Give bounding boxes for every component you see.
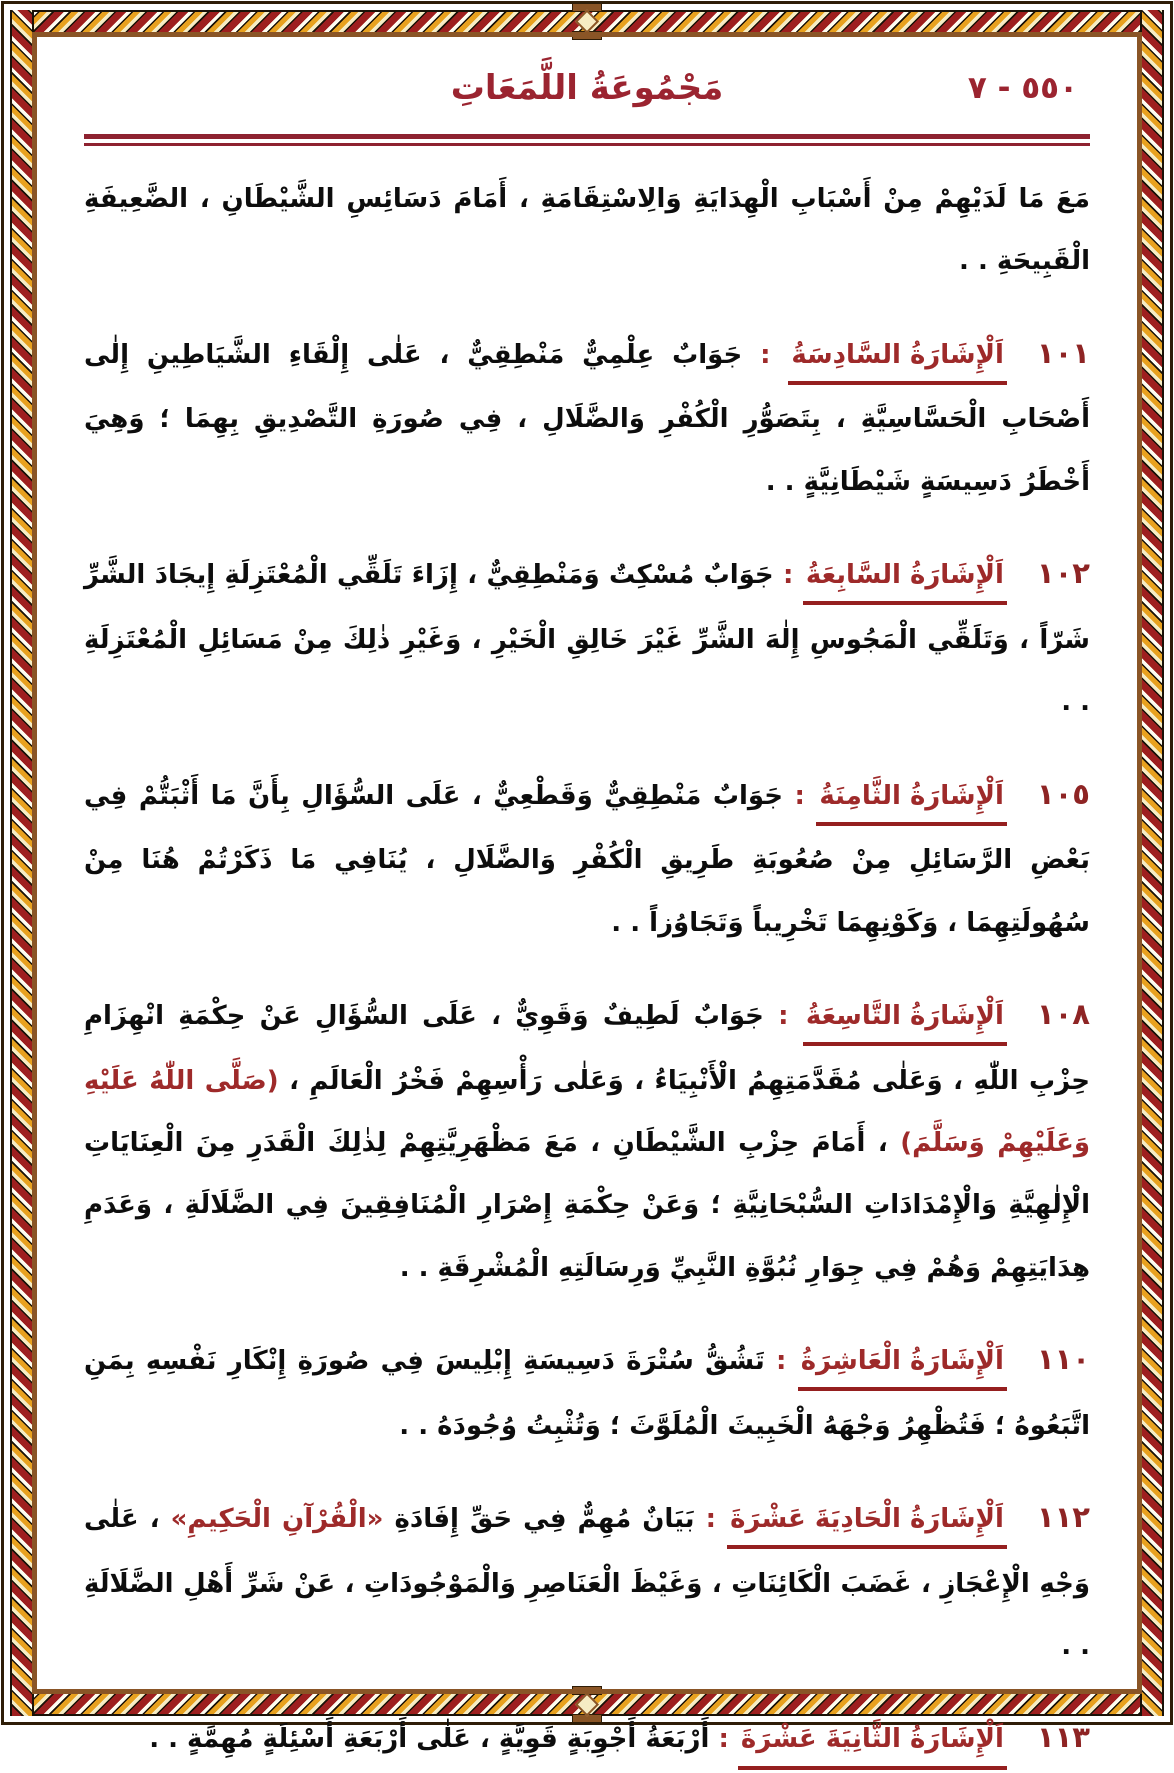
section-colon: : (694, 1504, 728, 1535)
section-body-continued: ، عَلٰى وَجْهِ الْإِعْجَازِ ، غَضَبَ الْكَائِنَاتِ ، وَغَيْظَ الْعَنَاصِرِ وَالْمَوْجُودَاتِ ، عَنْ شَرِّ أَهْلِ الضَّلَالَةِ . . (84, 1504, 1090, 1662)
ornamental-border-left (10, 10, 34, 1716)
section-paragraph-110 (84, 1325, 1090, 1457)
section-body: جَوَابٌ مَنْطِقِيٌّ وَقَطْعِيٌّ ، عَلَى السُّؤَالِ بِأَنَّ مَا أَثْبَتُّمْ فِي بَعْضِ الرَّسَائِلِ مِنْ صُعُوبَةِ طَرِيقِ الْكُفْرِ وَالضَّلَالِ ، يُنَافِي مَا ذَكَرْتُمْ هُنَا مِنْ سُهُولَتِهِمَا ، وَكَوْنِهِمَا تَخْرِيباً وَتَجَاوُزاً . . (84, 780, 1090, 938)
section-title: اَلْإِشَارَةُ الثَّامِنَةُ (816, 776, 1007, 826)
section-body-continued: ، أَمَامَ حِزْبِ الشَّيْطَانِ ، مَعَ مَظْهَرِيَّتِهِمْ لِذٰلِكَ الْقَدَرِ مِنَ الْعِنَايَاتِ الْإِلٰهِيَّةِ وَالْإِمْدَادَاتِ السُّبْحَانِيَّةِ ؛ وَعَنْ حِكْمَةِ إِصْرَارِ الْمُنَافِقِينَ فِي الضَّلَالَةِ ، وَعَدَمِ هِدَايَتِهِمْ وَهُمْ فِي جِوَارِ نُبُوَّةِ النَّبِيِّ وَرِسَالَتِهِ الْمُشْرِقَةِ . . (84, 1127, 1090, 1283)
section-number: ١١٢ (1036, 1500, 1090, 1535)
header-double-rule (84, 134, 1090, 146)
section-paragraph-108 (84, 980, 1090, 1299)
body-text (84, 168, 1090, 1773)
ornamental-border-right (1140, 10, 1164, 1716)
section-body: جَوَابٌ مُسْكِتٌ وَمَنْطِقِيٌّ ، إِزَاءَ تَلَقِّي الْمُعْتَزِلَةِ إِيجَادَ الشَّرِّ شَرّاً ، وَتَلَقِّي الْمَجُوسِ إِلٰهَ الشَّرِّ غَيْرَ خَالِقِ الْخَيْرِ ، وَغَيْرِ ذٰلِكَ مِنْ مَسَائِلِ الْمُعْتَزِلَةِ . . (84, 560, 1090, 718)
page-header (84, 60, 1090, 122)
section-title: اَلْإِشَارَةُ السَّابِعَةُ (803, 555, 1007, 605)
page-number: ٥٥٠ - ٧ (967, 70, 1078, 106)
section-body: تَشُقُّ سُتْرَةَ دَسِيسَةِ إِبْلِيسَ فِي صُورَةِ إِنْكَارِ نَفْسِهِ بِمَنِ اتَّبَعُوهُ ؛ فَتُظْهِرُ وَجْهَهُ الْخَبِيثَ الْمُلَوَّثَ ؛ وَتُثْبِتُ وُجُودَهُ . . (84, 1346, 1090, 1441)
section-body: بَيَانٌ مُهِمٌّ فِي حَقِّ إِفَادَةِ (383, 1504, 695, 1535)
quran-hakim-phrase: «الْقُرْآنِ الْحَكِيمِ» (170, 1504, 384, 1535)
section-colon: : (782, 780, 817, 811)
section-body: جَوَابٌ لَطِيفٌ وَقَوِيٌّ ، عَلَى السُّؤَالِ عَنْ حِكْمَةِ انْهِزَامِ حِزْبِ اللّٰهِ ، وَعَلٰى مُقَدَّمَتِهِمُ الْأَنْبِيَاءُ ، وَعَلٰى رَأْسِهِمْ فَخْرُ الْعَالَمِ ، (84, 1000, 1091, 1096)
intro-paragraph (84, 168, 1090, 293)
section-paragraph-105 (84, 760, 1090, 954)
section-number: ١٠١ (1036, 335, 1090, 370)
section-colon: : (764, 1346, 798, 1377)
section-title: اَلْإِشَارَةُ الثَّانِيَةَ عَشْرَةَ (738, 1719, 1007, 1769)
section-title: اَلْإِشَارَةُ الْعَاشِرَةُ (798, 1341, 1007, 1391)
section-title: اَلْإِشَارَةُ السَّادِسَةُ (788, 335, 1007, 385)
section-paragraph-101 (84, 319, 1090, 513)
section-title: اَلْإِشَارَةُ التَّاسِعَةُ (803, 996, 1007, 1046)
section-title: اَلْإِشَارَةُ الْحَادِيَةَ عَشْرَةَ (727, 1499, 1007, 1549)
section-colon: : (773, 560, 803, 591)
page-content (84, 60, 1091, 1755)
salawat-phrase: (صَلَّى اللّٰهُ عَلَيْهِ وَعَلَيْهِمْ وَسَلَّمَ) (84, 1065, 1090, 1158)
intro-text: مَعَ مَا لَدَيْهِمْ مِنْ أَسْبَابِ الْهِدَايَةِ وَالِاسْتِقَامَةِ ، أَمَامَ دَسَائِسِ الشَّيْطَانِ ، الضَّعِيفَةِ الْقَبِيحَةِ . . (84, 184, 1090, 277)
section-paragraph-102 (84, 539, 1090, 733)
section-colon: : (742, 339, 789, 370)
section-number: ١٠٢ (1036, 556, 1090, 591)
section-body: أَرْبَعَةُ أَجْوِبَةٍ قَوِيَّةٍ ، عَلٰى أَرْبَعَةِ أَسْئِلَةٍ مُهِمَّةٍ . . (149, 1724, 710, 1755)
section-colon: : (763, 1000, 803, 1031)
book-title: مَجْمُوعَةُ اللَّمَعَاتِ (450, 68, 724, 108)
section-number: ١٠٥ (1036, 776, 1090, 811)
section-paragraph-112 (84, 1483, 1090, 1677)
section-number: ١١٣ (1036, 1720, 1090, 1755)
section-colon: : (709, 1724, 738, 1755)
section-paragraph-113 (84, 1703, 1090, 1773)
section-number: ١٠٨ (1036, 996, 1090, 1031)
border-center-diamond-top (575, 9, 599, 33)
section-body: جَوَابٌ عِلْمِيٌّ مَنْطِقِيٌّ ، عَلٰى إِلْقَاءِ الشَّيَاطِينِ إِلٰى أَصْحَابِ الْحَسَّاسِيَّةِ ، بِتَصَوُّرِ الْكُفْرِ وَالضَّلَالِ ، فِي صُورَةِ التَّصْدِيقِ بِهِمَا ؛ وَهِيَ أَخْطَرُ دَسِيسَةٍ شَيْطَانِيَّةٍ . . (84, 339, 1090, 497)
section-number: ١١٠ (1036, 1342, 1090, 1377)
